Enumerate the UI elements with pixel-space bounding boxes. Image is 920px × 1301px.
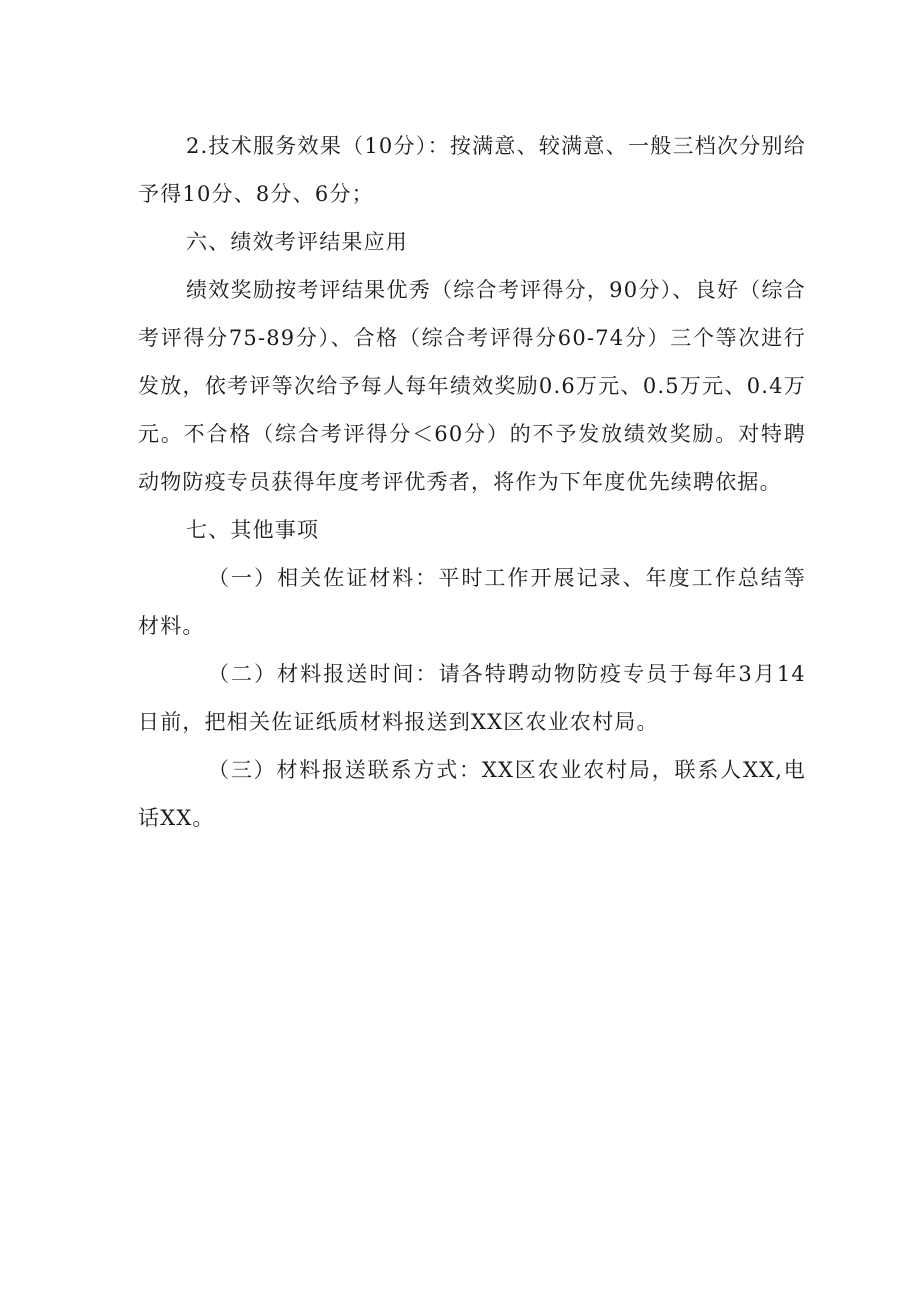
- paragraph-supporting-materials: （一）相关佐证材料：平时工作开展记录、年度工作总结等材料。: [138, 566, 806, 638]
- section-heading-seven: 七、其他事项: [186, 518, 320, 542]
- paragraph-tech-service-effect: 2.技术服务效果（10分）：按满意、较满意、一般三档次分别给予得10分、8分、6分；: [138, 134, 806, 206]
- paragraph-submission-time: （二）材料报送时间：请各特聘动物防疫专员于每年3月14日前，把相关佐证纸质材料报送到XX区农业农村局。: [138, 662, 806, 734]
- paragraph-performance-reward: 绩效奖励按考评结果优秀（综合考评得分，90分）、良好（综合考评得分75-89分）、合格（综合考评得分60-74分）三个等次进行发放，依考评等次给予每人每年绩效奖励0.6万元、0.5万元、0.4万元。不合格（综合考评得分＜60分）的不予发放绩效奖励。对特聘动物防疫专员获得年度考评优秀者，将作为下年度优先续聘依据。: [138, 278, 806, 494]
- paragraph-submission-contact: （三）材料报送联系方式：XX区农业农村局，联系人XX,电话XX。: [138, 758, 806, 830]
- section-heading-six: 六、绩效考评结果应用: [186, 230, 408, 254]
- document-body: [138, 122, 806, 842]
